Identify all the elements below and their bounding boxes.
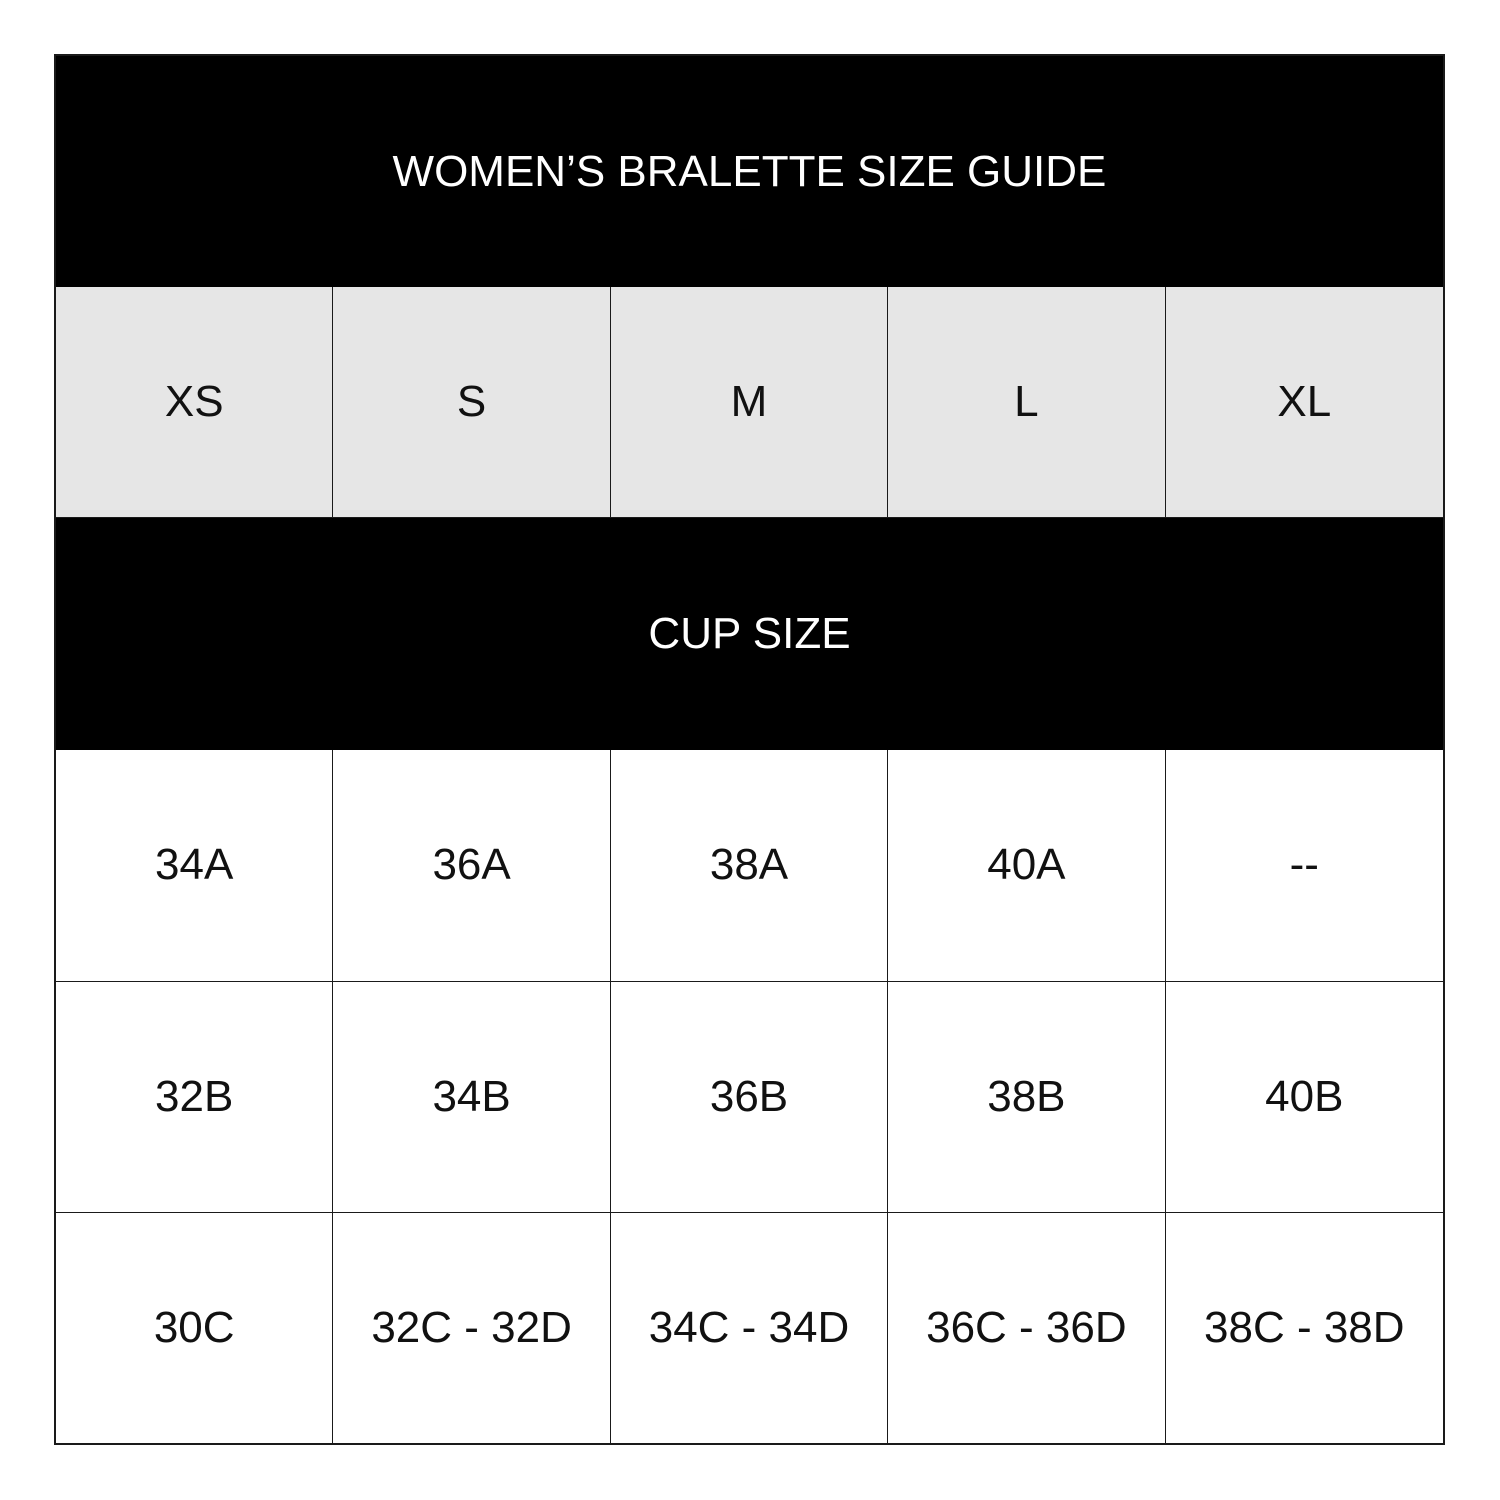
table-cell: 38C - 38D — [1166, 1212, 1443, 1443]
table-cell: 36A — [333, 750, 610, 981]
table-cell: 36C - 36D — [888, 1212, 1165, 1443]
table-cell: 36B — [611, 981, 888, 1212]
table-cell: 38A — [611, 750, 888, 981]
table-cell: 40A — [888, 750, 1165, 981]
table-cell: -- — [1289, 840, 1319, 890]
size-header-xs: XS — [56, 287, 333, 518]
size-header-l: L — [888, 287, 1165, 518]
size-header-m: M — [611, 287, 888, 518]
table-title: WOMEN’S BRALETTE SIZE GUIDE — [56, 56, 1443, 287]
section-label-cup-size: CUP SIZE — [56, 518, 1443, 749]
table-cell: 38B — [888, 981, 1165, 1212]
table-cell: 34A — [56, 750, 333, 981]
table-cell: 34C - 34D — [611, 1212, 888, 1443]
size-header-s: S — [333, 287, 610, 518]
table-cell: 34B — [333, 981, 610, 1212]
table-cell: 32C - 32D — [333, 1212, 610, 1443]
table-cell: 32B — [56, 981, 333, 1212]
size-guide-table — [54, 54, 1445, 1445]
table-cell: 40B — [1166, 981, 1443, 1212]
table-cell: 30C — [56, 1212, 333, 1443]
size-header-xl: XL — [1166, 287, 1443, 518]
